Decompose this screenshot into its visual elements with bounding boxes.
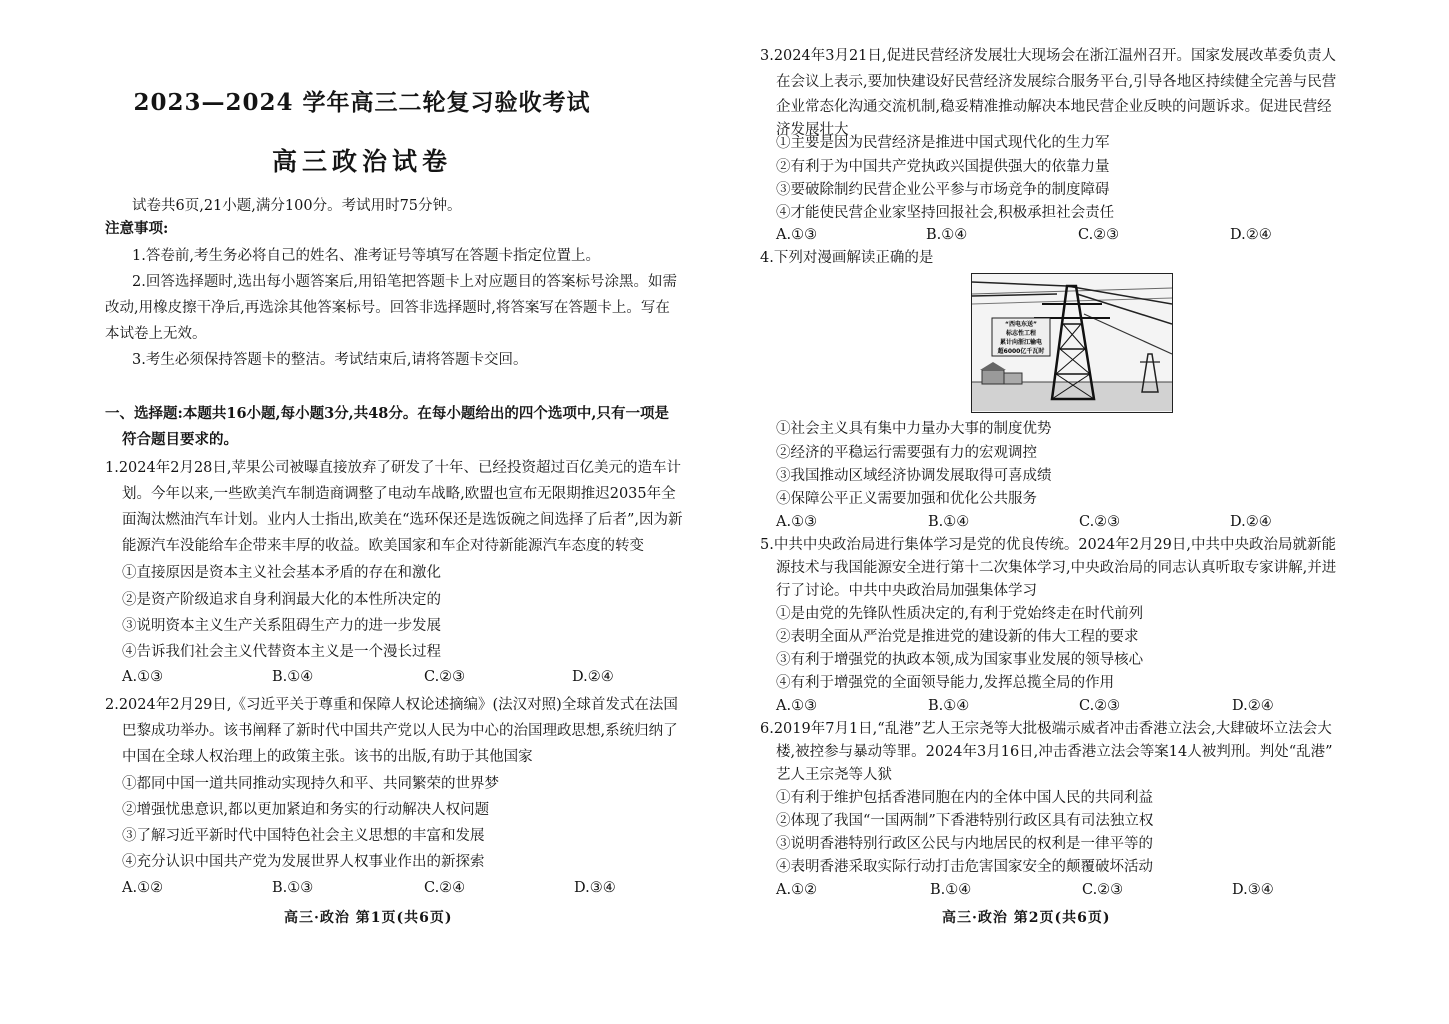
page-footer: 高三·政治 第2页(共6页) (942, 910, 1111, 926)
q2-stem: 中国在全球人权治理上的政策主张。该书的出版,有助于其他国家 (122, 749, 533, 765)
q1-stem: 面淘汰燃油汽车计划。业内人士指出,欧美在“选环保还是选饭碗之间选择了后者”,因为新 (122, 512, 683, 528)
exam-title: 2023—2024 学年高三二轮复习验收考试 (133, 89, 591, 116)
q3-stem: 济发展壮大 (776, 122, 849, 138)
option-a: A.①③ (122, 669, 164, 685)
q6-stem: 楼,被控参与暴动等罪。2024年3月16日,冲击香港立法会等案14人被判刑。判处“乱港” (776, 744, 1333, 760)
q5-item: ④有利于增强党的全面领导能力,发挥总揽全局的作用 (776, 675, 1115, 691)
q3-item: ②有利于为中国共产党执政兴国提供强大的依靠力量 (776, 159, 1110, 175)
notes-heading: 注意事项: (105, 220, 169, 237)
option-c: C.②③ (1079, 698, 1121, 714)
q4-item: ④保障公平正义需要加强和优化公共服务 (776, 491, 1037, 507)
option-a: A.①③ (776, 698, 818, 714)
option-b: B.①④ (928, 698, 970, 714)
q1-stem: 1.2024年2月28日,苹果公司被曝直接放弃了研发了十年、已经投资超过百亿美元的造车计 (105, 460, 682, 476)
q2-item: ②增强忧患意识,都以更加紧迫和务实的行动解决人权问题 (122, 802, 490, 818)
page-footer: 高三·政治 第1页(共6页) (284, 910, 453, 926)
q5-item: ①是由党的先锋队性质决定的,有利于党始终走在时代前列 (776, 606, 1144, 622)
note-line: 1.答卷前,考生务必将自己的姓名、准考证号等填写在答题卡指定位置上。 (132, 248, 600, 264)
q6-stem: 6.2019年7月1日,“乱港”艺人王宗尧等大批极端示威者冲击香港立法会,大肆破坏立法会大 (760, 721, 1332, 737)
option-a: A.①② (122, 880, 164, 896)
option-d: D.②④ (1230, 514, 1272, 530)
option-d: D.③④ (574, 880, 616, 896)
cartoon-caption: 超6000亿千瓦时 (997, 348, 1045, 355)
power-tower-cartoon (972, 274, 1172, 411)
option-a: A.①③ (776, 514, 818, 530)
q3-stem: 企业常态化沟通交流机制,稳妥精准推动解决本地民营企业反映的问题诉求。促进民营经 (776, 99, 1332, 115)
q6-options (776, 880, 1376, 900)
q2-stem: 巴黎成功举办。该书阐释了新时代中国共产党以人民为中心的治国理政思想,系统归纳了 (122, 723, 678, 739)
option-c: C.②③ (1078, 227, 1120, 243)
q1-item: ③说明资本主义生产关系阻碍生产力的进一步发展 (122, 618, 441, 634)
q1-item: ④告诉我们社会主义代替资本主义是一个漫长过程 (122, 644, 441, 660)
q6-item: ①有利于维护包括香港同胞在内的全体中国人民的共同利益 (776, 790, 1153, 806)
q1-stem: 划。今年以来,一些欧美汽车制造商调整了电动车战略,欧盟也宣布无限期推迟2035年全 (122, 486, 676, 502)
q2-options (122, 878, 682, 898)
option-c: C.②③ (1079, 514, 1121, 530)
option-c: C.②③ (1082, 882, 1124, 898)
q3-options (776, 225, 1376, 245)
option-b: B.①④ (926, 227, 968, 243)
q6-item: ③说明香港特别行政区公民与内地居民的权利是一律平等的 (776, 836, 1153, 852)
q4-stem: 4.下列对漫画解读正确的是 (760, 250, 934, 266)
section-heading: 一、选择题:本题共16小题,每小题3分,共48分。在每小题给出的四个选项中,只有一项是 (105, 405, 669, 422)
note-line: 本试卷上无效。 (105, 326, 207, 342)
q2-stem: 2.2024年2月29日,《习近平关于尊重和保障人权论述摘编》(法汉对照)全球首发式在法国 (105, 697, 678, 713)
option-d: D.②④ (1232, 698, 1274, 714)
section-heading-cont: 符合题目要求的。 (122, 431, 238, 448)
option-a: A.①③ (776, 227, 818, 243)
cartoon-caption: 累计向浙江输电 (999, 339, 1043, 346)
q6-stem: 艺人王宗尧等人狱 (776, 767, 892, 783)
q6-item: ②体现了我国“一国两制”下香港特别行政区具有司法独立权 (776, 813, 1154, 829)
q2-item: ④充分认识中国共产党为发展世界人权事业作出的新探索 (122, 854, 485, 870)
option-b: B.①④ (272, 669, 314, 685)
option-b: B.①④ (928, 514, 970, 530)
q1-stem: 能源汽车没能给车企带来丰厚的收益。欧美国家和车企对待新能源汽车态度的转变 (122, 538, 644, 554)
option-c: C.②④ (424, 880, 466, 896)
option-d: D.③④ (1232, 882, 1274, 898)
q4-item: ①社会主义具有集中力量办大事的制度优势 (776, 421, 1052, 437)
q5-stem: 5.中共中央政治局进行集体学习是党的优良传统。2024年2月29日,中共中央政治局就新能 (760, 537, 1337, 553)
q1-options (122, 667, 682, 687)
option-c: C.②③ (424, 669, 466, 685)
q3-stem: 3.2024年3月21日,促进民营经济发展壮大现场会在浙江温州召开。国家发展改革委负责人 (760, 48, 1337, 64)
note-line: 改动,用橡皮擦干净后,再选涂其他答案标号。回答非选择题时,将答案写在答题卡上。写在 (105, 300, 670, 316)
q1-item: ①直接原因是资本主义社会基本矛盾的存在和激化 (122, 565, 441, 581)
q3-stem: 在会议上表示,要加快建设好民营经济发展综合服务平台,引导各地区持续健全完善与民营 (776, 74, 1337, 90)
exam-info: 试卷共6页,21小题,满分100分。考试用时75分钟。 (132, 198, 462, 214)
q5-item: ③有利于增强党的执政本领,成为国家事业发展的领导核心 (776, 652, 1144, 668)
note-line: 3.考生必须保持答题卡的整洁。考试结束后,请将答题卡交回。 (132, 352, 528, 368)
q6-item: ④表明香港采取实际行动打击危害国家安全的颠覆破坏活动 (776, 859, 1153, 875)
q1-item: ②是资产阶级追求自身利润最大化的本性所决定的 (122, 592, 441, 608)
exam-subtitle: 高三政治试卷 (271, 147, 452, 176)
q3-item: ④才能使民营企业家坚持回报社会,积极承担社会责任 (776, 205, 1115, 221)
q5-options (776, 696, 1376, 716)
option-b: B.①③ (272, 880, 314, 896)
q4-item: ②经济的平稳运行需要强有力的宏观调控 (776, 445, 1037, 461)
option-a: A.①② (776, 882, 818, 898)
q4-item: ③我国推动区域经济协调发展取得可喜成绩 (776, 468, 1052, 484)
cartoon-caption: 标志性工程 (1005, 330, 1037, 337)
q2-item: ③了解习近平新时代中国特色社会主义思想的丰富和发展 (122, 828, 485, 844)
q5-item: ②表明全面从严治党是推进党的建设新的伟大工程的要求 (776, 629, 1139, 645)
q3-item: ③要破除制约民营企业公平参与市场竞争的制度障碍 (776, 182, 1110, 198)
q2-item: ①都同中国一道共同推动实现持久和平、共同繁荣的世界梦 (122, 776, 499, 792)
note-line: 2.回答选择题时,选出每小题答案后,用铅笔把答题卡上对应题目的答案标号涂黑。如需 (132, 274, 678, 290)
q5-stem: 行了讨论。中共中央政治局加强集体学习 (776, 583, 1037, 599)
cartoon-caption: “西电东送” (1005, 321, 1037, 328)
option-d: D.②④ (572, 669, 614, 685)
q5-stem: 源技术与我国能源安全进行第十二次集体学习,中央政治局的同志认真听取专家讲解,并进 (776, 560, 1337, 576)
q3-item: ①主要是因为民营经济是推进中国式现代化的生力军 (776, 135, 1110, 151)
option-b: B.①④ (930, 882, 972, 898)
cartoon-image (971, 273, 1173, 413)
option-d: D.②④ (1230, 227, 1272, 243)
q4-options (776, 512, 1376, 532)
